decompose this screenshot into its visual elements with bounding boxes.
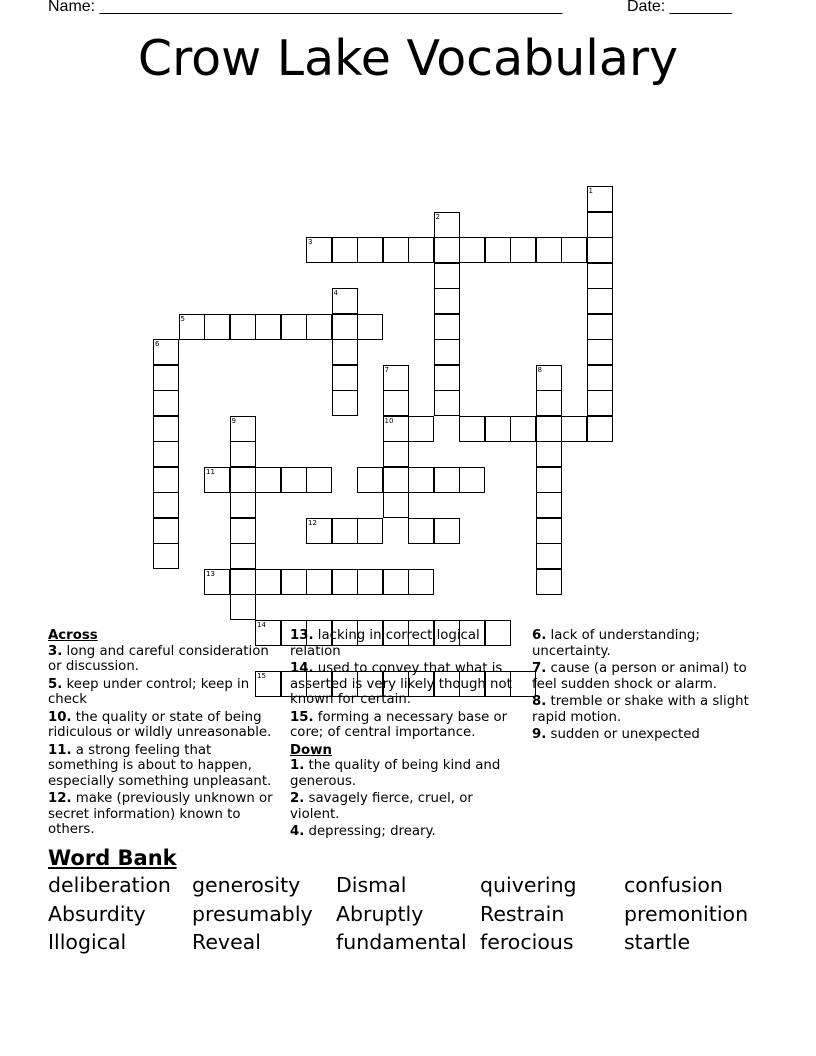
clue-across-5: 5. keep under control; keep in check xyxy=(48,676,250,707)
crossword-cell[interactable] xyxy=(536,416,562,442)
crossword-cell[interactable] xyxy=(536,237,562,263)
crossword-cell-5[interactable] xyxy=(179,314,205,340)
word-bank-word: fundamental xyxy=(336,930,467,954)
crossword-cell[interactable] xyxy=(153,518,179,544)
clue-number: 13 xyxy=(206,569,215,578)
clue-number: 10 xyxy=(384,416,394,425)
clue-number: 9 xyxy=(231,416,236,425)
crossword-cell[interactable] xyxy=(281,467,307,493)
clue-down-2: 2. savagely fierce, cruel, or violent. xyxy=(290,791,473,822)
crossword-cell[interactable] xyxy=(230,569,256,595)
crossword-cell[interactable] xyxy=(510,237,536,263)
crossword-cell[interactable] xyxy=(587,314,613,340)
crossword-cell[interactable] xyxy=(230,518,256,544)
crossword-cell[interactable] xyxy=(383,467,409,493)
crossword-cell[interactable] xyxy=(332,314,358,340)
crossword-cell-2[interactable] xyxy=(434,212,460,238)
clue-down-4: 4. depressing; dreary. xyxy=(290,824,436,839)
crossword-cell[interactable] xyxy=(357,569,383,595)
crossword-cell[interactable] xyxy=(561,237,587,263)
crossword-cell[interactable] xyxy=(536,569,562,595)
crossword-cell[interactable] xyxy=(408,237,434,263)
crossword-cell[interactable] xyxy=(408,518,434,544)
crossword-cell[interactable] xyxy=(587,390,613,416)
crossword-cell[interactable] xyxy=(587,365,613,391)
across-heading: Across xyxy=(48,628,98,643)
word-bank-word: startle xyxy=(624,930,691,954)
crossword-cell[interactable] xyxy=(587,416,613,442)
crossword-cell[interactable] xyxy=(153,543,179,569)
crossword-cell-4[interactable] xyxy=(332,288,358,314)
word-bank-word: premonition xyxy=(624,902,749,926)
crossword-cell[interactable] xyxy=(153,467,179,493)
crossword-cell[interactable] xyxy=(408,467,434,493)
clue-across-3: 3. long and careful consideration or discussion. xyxy=(48,643,269,674)
crossword-cell[interactable] xyxy=(306,569,332,595)
clue-across-14: 14. used to convey that what is asserted is very likely though not known for certain. xyxy=(290,661,512,707)
crossword-cell[interactable] xyxy=(536,492,562,518)
clue-number: 5 xyxy=(180,314,185,323)
crossword-cell[interactable] xyxy=(561,416,587,442)
crossword-cell[interactable] xyxy=(459,416,485,442)
clue-down-7: 7. cause (a person or animal) to feel sudden shock or alarm. xyxy=(532,661,747,692)
clues-column-3 xyxy=(532,628,764,745)
crossword-cell-12[interactable] xyxy=(306,518,332,544)
crossword-cell[interactable] xyxy=(434,390,460,416)
word-bank-word: Abruptly xyxy=(336,902,424,926)
crossword-cell[interactable] xyxy=(153,416,179,442)
crossword-cell[interactable] xyxy=(332,237,358,263)
crossword-cell[interactable] xyxy=(332,390,358,416)
crossword-cell-8[interactable] xyxy=(536,365,562,391)
crossword-cell[interactable] xyxy=(255,569,281,595)
crossword-cell[interactable] xyxy=(434,518,460,544)
crossword-cell[interactable] xyxy=(332,569,358,595)
crossword-cell[interactable] xyxy=(383,237,409,263)
clue-number: 3 xyxy=(308,238,313,246)
crossword-cell[interactable] xyxy=(230,492,256,518)
crossword-cell[interactable] xyxy=(306,314,332,340)
crossword-cell-9[interactable] xyxy=(230,416,256,442)
crossword-cell[interactable] xyxy=(357,314,383,340)
clue-number: 6 xyxy=(155,340,160,348)
word-bank-word: Reveal xyxy=(192,930,261,954)
word-bank-word: ferocious xyxy=(480,930,574,954)
crossword-cell-3[interactable] xyxy=(306,237,332,263)
crossword-cell[interactable] xyxy=(587,288,613,314)
word-bank-title: Word Bank xyxy=(48,846,177,870)
clue-number: 14 xyxy=(257,620,266,629)
word-bank-word: Restrain xyxy=(480,902,565,926)
crossword-cell-6[interactable] xyxy=(153,339,179,365)
clue-across-15: 15. forming a necessary base or core; of central importance. xyxy=(290,709,508,740)
crossword-cell[interactable] xyxy=(587,237,613,263)
crossword-cell[interactable] xyxy=(536,441,562,467)
crossword-cell[interactable] xyxy=(306,467,332,493)
clue-number: 11 xyxy=(206,467,215,476)
crossword-cell[interactable] xyxy=(434,339,460,365)
crossword-cell[interactable] xyxy=(434,314,460,340)
clue-down-9: 9. sudden or unexpected xyxy=(532,727,700,742)
date-field-label: Date: _______ xyxy=(627,0,732,15)
clues-column-2 xyxy=(290,628,522,842)
clue-number: 4 xyxy=(333,289,338,297)
crossword-cell[interactable] xyxy=(587,339,613,365)
crossword-cell[interactable] xyxy=(408,569,434,595)
crossword-cell[interactable] xyxy=(536,390,562,416)
word-bank-word: Absurdity xyxy=(48,902,146,926)
crossword-cell[interactable] xyxy=(434,263,460,289)
crossword-cell[interactable] xyxy=(434,237,460,263)
crossword-cell[interactable] xyxy=(536,518,562,544)
crossword-cell[interactable] xyxy=(434,365,460,391)
crossword-cell[interactable] xyxy=(332,339,358,365)
clues-column-1 xyxy=(48,628,280,840)
crossword-cell[interactable] xyxy=(357,237,383,263)
word-bank-word: generosity xyxy=(192,873,301,897)
crossword-cell[interactable] xyxy=(587,263,613,289)
clue-number: 12 xyxy=(308,518,317,527)
crossword-cell[interactable] xyxy=(281,569,307,595)
crossword-cell[interactable] xyxy=(281,314,307,340)
clue-across-10: 10. the quality or state of being ridiculous or wildly unreasonable. xyxy=(48,709,272,740)
down-heading: Down xyxy=(290,742,332,758)
crossword-cell[interactable] xyxy=(459,237,485,263)
crossword-cell-7[interactable] xyxy=(383,365,409,391)
word-bank-word: Dismal xyxy=(336,873,407,897)
crossword-cell-1[interactable] xyxy=(587,186,613,212)
crossword-cell[interactable] xyxy=(153,441,179,467)
word-bank-word: quivering xyxy=(480,873,577,897)
word-bank-word: Illogical xyxy=(48,930,127,954)
clue-across-11: 11. a strong feeling that something is about to happen, especially something unpleasant. xyxy=(48,742,272,789)
page-title: Crow Lake Vocabulary xyxy=(137,30,679,87)
crossword-cell[interactable] xyxy=(536,467,562,493)
clue-down-6: 6. lack of understanding; uncertainty. xyxy=(532,628,700,659)
crossword-cell[interactable] xyxy=(383,492,409,518)
crossword-cell-13[interactable] xyxy=(204,569,230,595)
crossword-cell[interactable] xyxy=(230,467,256,493)
word-bank-word: deliberation xyxy=(48,873,171,897)
crossword-cell-11[interactable] xyxy=(204,467,230,493)
crossword-cell[interactable] xyxy=(459,467,485,493)
crossword-cell[interactable] xyxy=(230,594,256,620)
crossword-cell-10[interactable] xyxy=(383,416,409,442)
clue-number: 15 xyxy=(257,671,266,680)
crossword-cell[interactable] xyxy=(332,365,358,391)
crossword-cell[interactable] xyxy=(485,416,511,442)
crossword-cell[interactable] xyxy=(204,314,230,340)
crossword-cell[interactable] xyxy=(383,569,409,595)
crossword-cell[interactable] xyxy=(230,314,256,340)
crossword-cell[interactable] xyxy=(510,416,536,442)
crossword-cell[interactable] xyxy=(153,365,179,391)
crossword-cell[interactable] xyxy=(357,518,383,544)
crossword-cell[interactable] xyxy=(587,212,613,238)
crossword-cell[interactable] xyxy=(383,390,409,416)
crossword-cell[interactable] xyxy=(383,441,409,467)
crossword-cell[interactable] xyxy=(357,467,383,493)
clue-number: 1 xyxy=(588,187,593,195)
name-field-label: Name: ____________________________________________________ xyxy=(48,0,563,15)
crossword-cell[interactable] xyxy=(536,543,562,569)
crossword-cell[interactable] xyxy=(434,467,460,493)
crossword-cell[interactable] xyxy=(153,390,179,416)
crossword-cell[interactable] xyxy=(230,543,256,569)
word-bank-word: presumably xyxy=(192,902,313,926)
crossword-cell[interactable] xyxy=(485,237,511,263)
crossword-cell[interactable] xyxy=(255,314,281,340)
clue-number: 8 xyxy=(537,365,542,374)
clue-across-12: 12. make (previously unknown or secret information) known to others. xyxy=(48,791,273,837)
crossword-cell[interactable] xyxy=(434,288,460,314)
clue-across-13: 13. lacking in correct logical relation xyxy=(290,628,480,659)
clue-number: 2 xyxy=(435,212,440,221)
clue-down-8: 8. tremble or shake with a slight rapid motion. xyxy=(532,694,749,725)
crossword-cell[interactable] xyxy=(332,518,358,544)
crossword-cell[interactable] xyxy=(230,441,256,467)
crossword-cell[interactable] xyxy=(408,416,434,442)
crossword-cell[interactable] xyxy=(153,492,179,518)
clue-number: 7 xyxy=(384,365,389,374)
clue-down-1: 1. the quality of being kind and generous. xyxy=(290,758,501,789)
word-bank-word: confusion xyxy=(624,873,723,897)
crossword-cell[interactable] xyxy=(255,467,281,493)
